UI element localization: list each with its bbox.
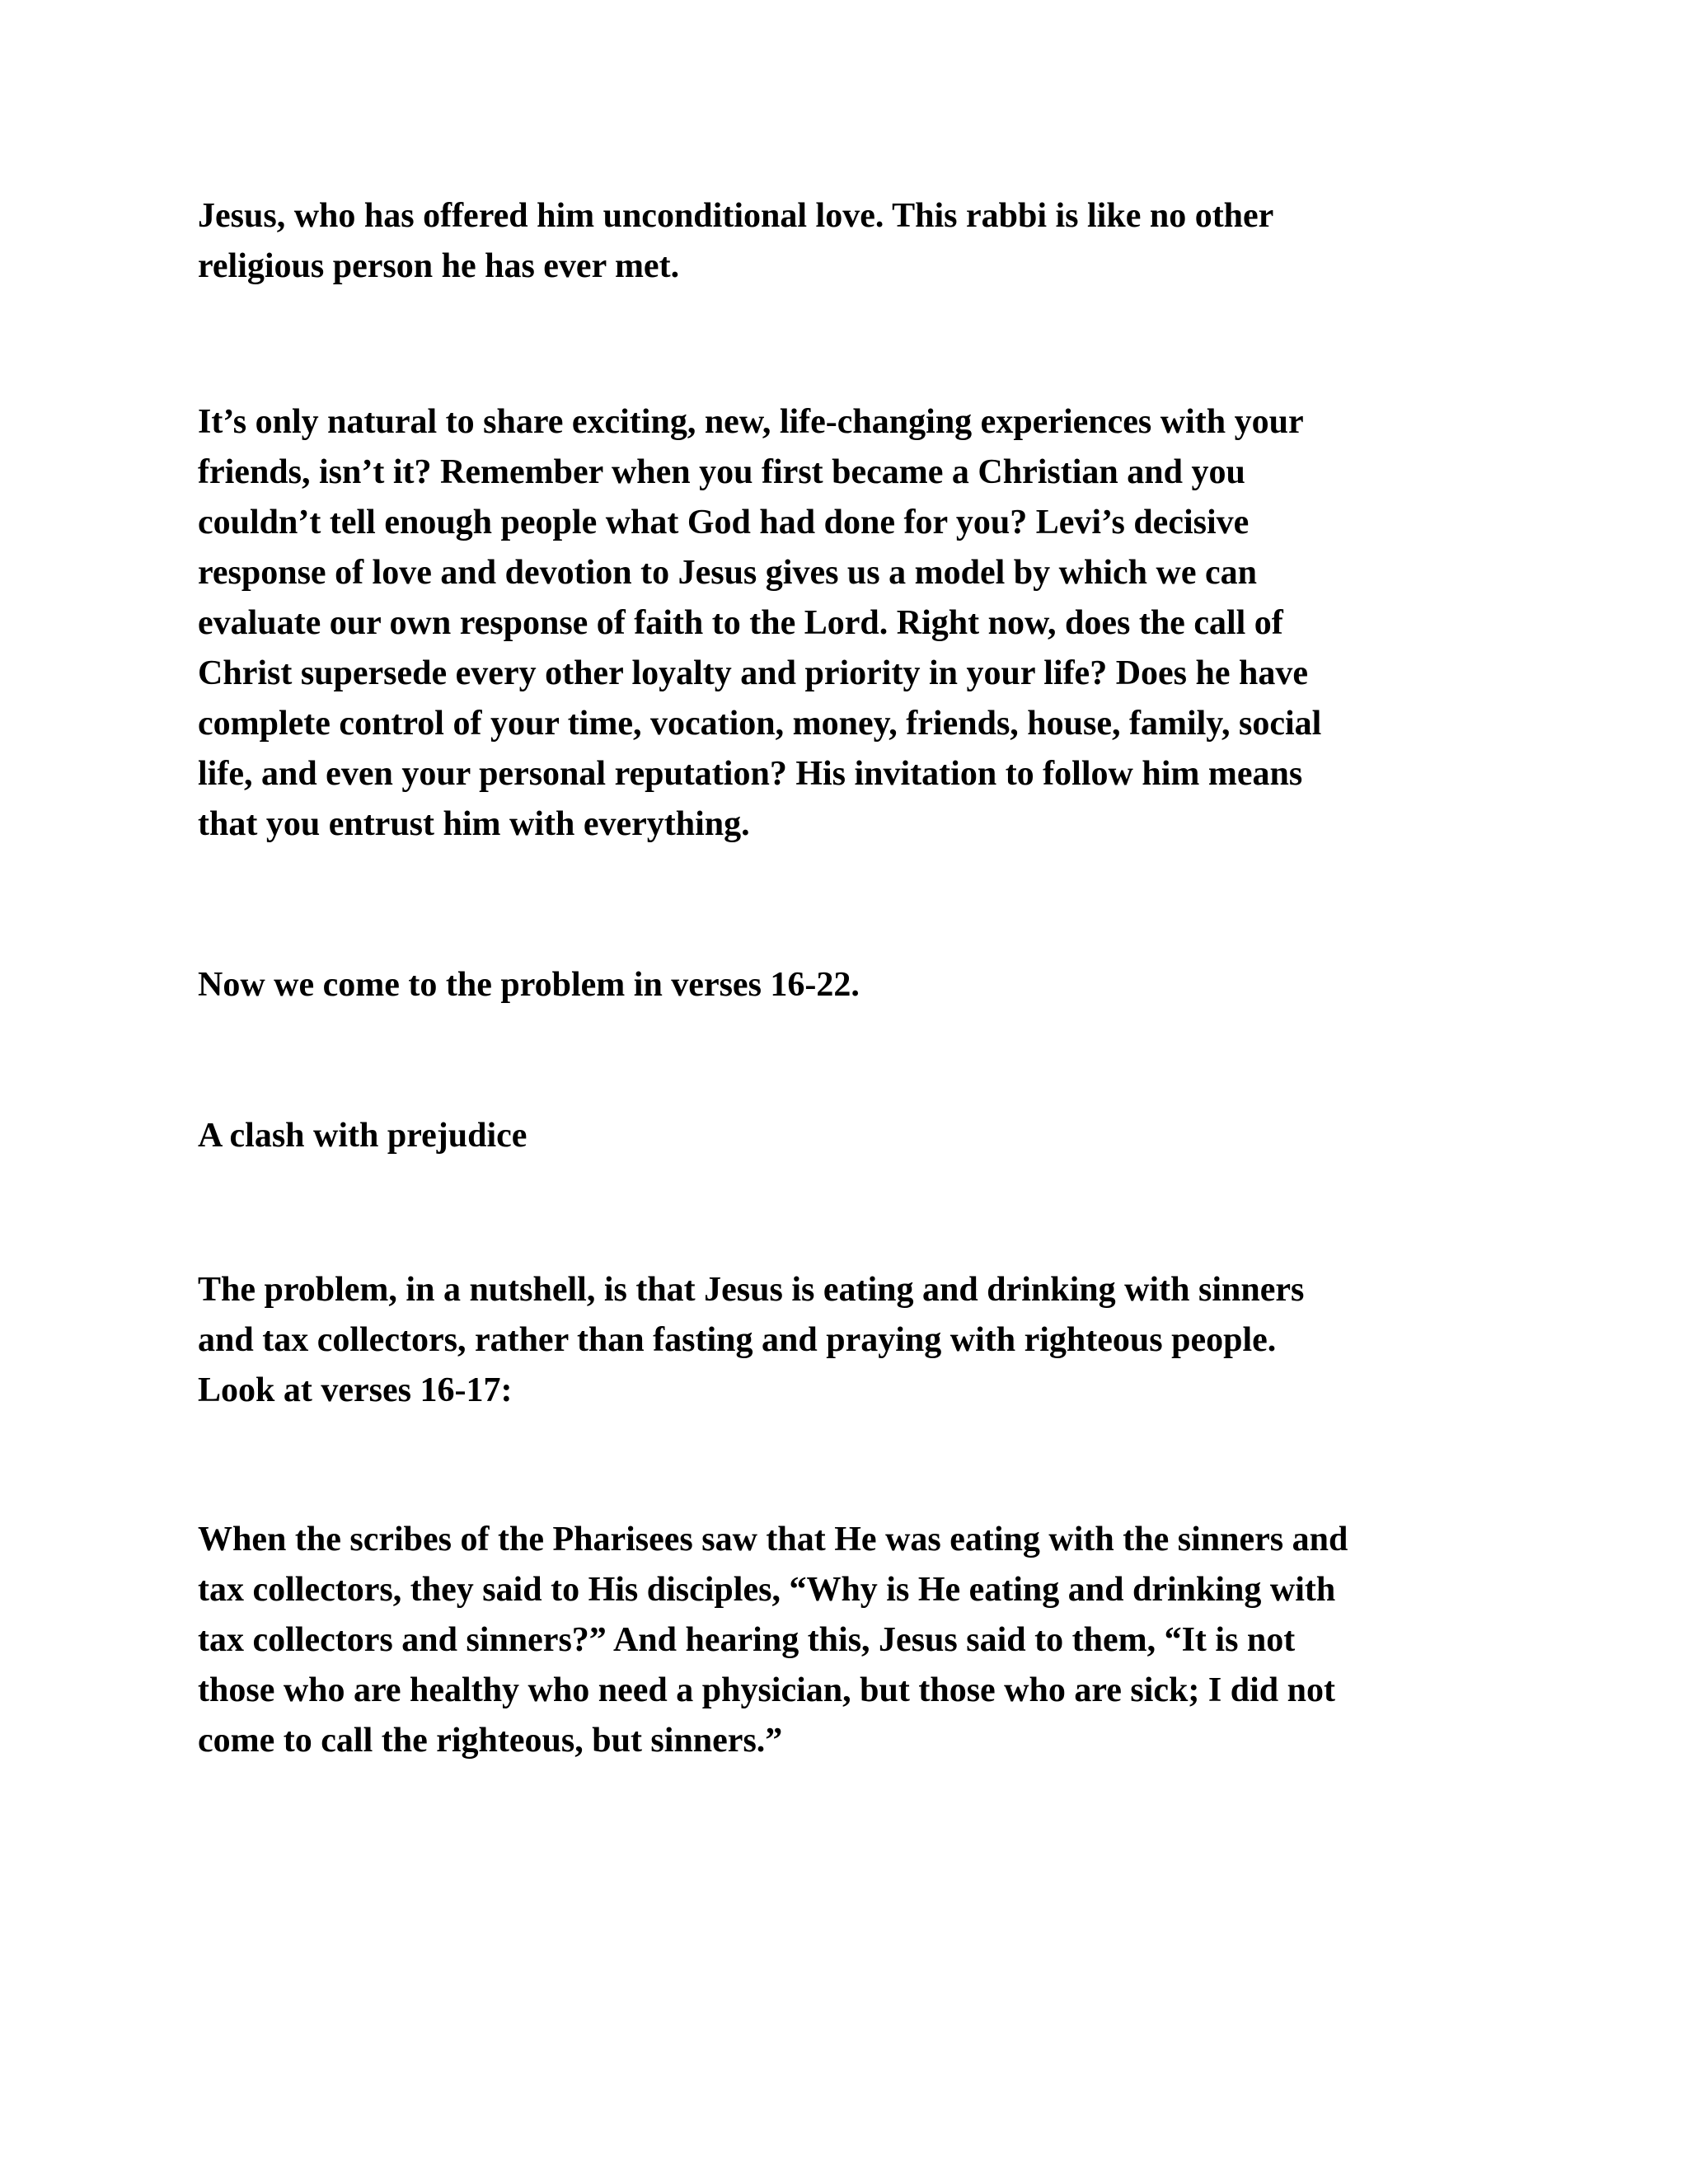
paragraph-problem-nutshell	[198, 1265, 1304, 1416]
text-line: that you entrust him with everything.	[198, 805, 750, 843]
text-line: those who are healthy who need a physician, but those who are sick; I did not	[198, 1671, 1335, 1709]
paragraph-problem-intro	[198, 960, 860, 1010]
text-line: The problem, in a nutshell, is that Jesus is eating and drinking with sinners	[198, 1271, 1305, 1309]
text-line: Look at verses 16-17:	[198, 1371, 513, 1409]
text-line: life, and even your personal reputation? His invitation to follow him means	[198, 755, 1303, 793]
text-line: complete control of your time, vocation, money, friends, house, family, social	[198, 705, 1322, 743]
paragraph-scripture-quote	[198, 1515, 1348, 1766]
paragraph-sharing-experiences	[198, 397, 1321, 850]
text-line: It’s only natural to share exciting, new, life-changing experiences with your	[198, 403, 1304, 441]
text-line: couldn’t tell enough people what God had done for you? Levi’s decisive	[198, 504, 1250, 541]
paragraph-levi-response-intro	[198, 191, 1273, 292]
section-heading	[198, 1111, 527, 1161]
text-line: come to call the righteous, but sinners.”	[198, 1722, 783, 1760]
text-line: tax collectors, they said to His disciples, “Why is He eating and drinking with	[198, 1571, 1336, 1609]
text-line: A clash with prejudice	[198, 1117, 528, 1155]
text-line: friends, isn’t it? Remember when you first became a Christian and you	[198, 453, 1245, 491]
text-line: evaluate our own response of faith to the Lord. Right now, does the call of	[198, 604, 1283, 642]
text-line: tax collectors and sinners?” And hearing this, Jesus said to them, “It is not	[198, 1621, 1296, 1659]
text-line: response of love and devotion to Jesus gives us a model by which we can	[198, 554, 1257, 592]
text-line: religious person he has ever met.	[198, 247, 680, 285]
text-line: and tax collectors, rather than fasting and praying with righteous people.	[198, 1321, 1277, 1359]
text-line: When the scribes of the Pharisees saw that He was eating with the sinners and	[198, 1521, 1348, 1558]
text-line: Now we come to the problem in verses 16-22.	[198, 966, 860, 1004]
text-line: Christ supersede every other loyalty and priority in your life? Does he have	[198, 654, 1309, 692]
text-line: Jesus, who has offered him unconditional love. This rabbi is like no other	[198, 197, 1274, 235]
